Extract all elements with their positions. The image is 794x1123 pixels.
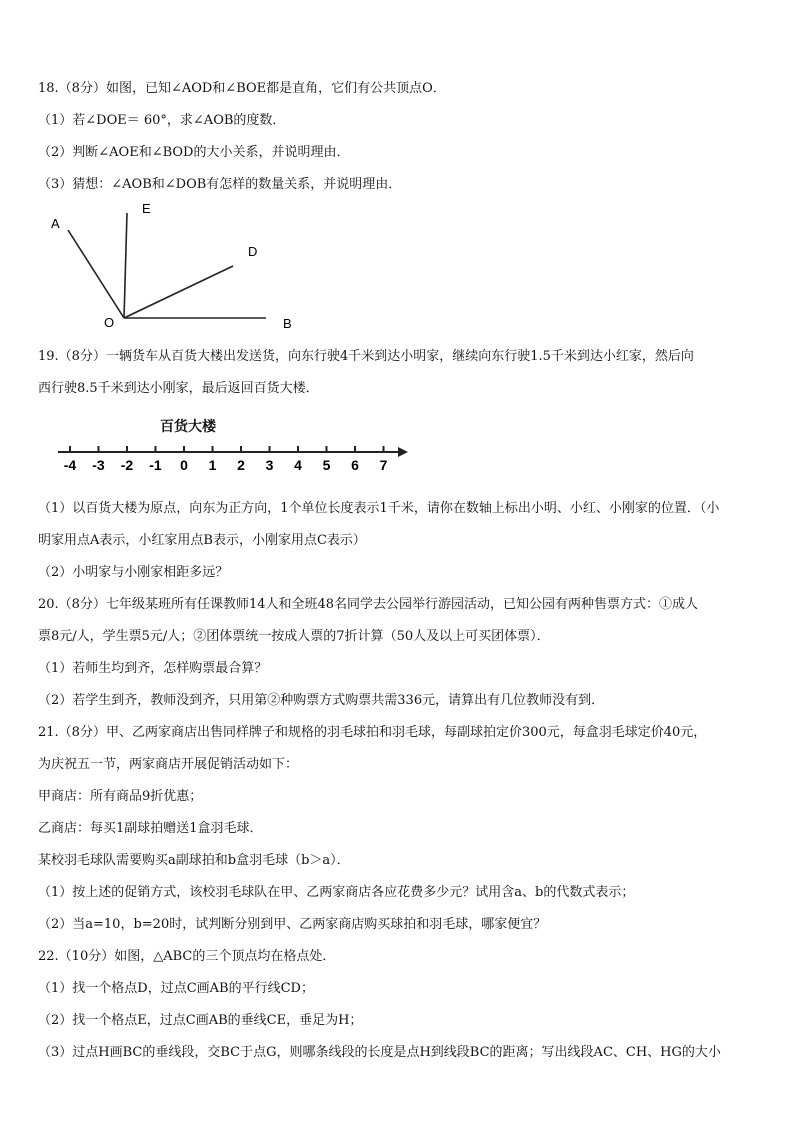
q22-part2: （2）找一个格点E，过点C画AB的垂线CE，垂足为H； [38,1013,363,1028]
number-line-tick-label: -2 [120,457,134,473]
number-line-origin-label: 百货大楼 [160,419,216,435]
q21-part1: （1）按上述的促销方式，该校羽毛球队在甲、乙两家商店各应花费多少元？试用含a、b的代数式表示； [38,885,635,900]
q19-part2: （2）小明家与小刚家相距多远？ [38,565,229,580]
q21-need: 某校羽毛球队需要购买a副球拍和b盒羽毛球（b＞a）． [38,853,350,868]
label-d: D [248,244,258,259]
number-line-tick-label: -3 [92,457,105,473]
number-line-figure [38,412,760,486]
ray-oe [124,213,127,318]
number-line-tick-label: -4 [63,457,77,473]
q19-part1-line2: 明家用点A表示，小红家用点B表示，小刚家用点C表示） [38,533,366,548]
angle-figure [38,204,760,334]
number-line-tick-label: 4 [294,457,302,473]
label-o: O [104,315,115,330]
number-line-ticks [64,446,388,473]
q20-part2: （2）若学生到齐，教师没到齐，只用第②种购票方式购票共需336元，请算出有几位教师没有到． [38,693,605,708]
q18-part3: （3）猜想：∠AOB和∠DOB有怎样的数量关系，并说明理由． [38,177,402,192]
q19-title-line1: 19.（8分）一辆货车从百货大楼出发送货，向东行驶4千米到达小明家，继续向东行驶1.5千米到达小红家，然后向 [38,349,694,364]
q21-title-line2: 为庆祝五一节，两家商店开展促销活动如下： [38,757,299,772]
q22-title: 22.（10分）如图，△ABC的三个顶点均在格点处． [38,949,336,964]
q22-part3: （3）过点H画BC的垂线段，交BC于点G，则哪条线段的长度是点H到线段BC的距离；写出线段AC、CH、HG的大小 [38,1045,721,1060]
number-line-tick-label: 7 [379,457,388,473]
q19-part1-line1: （1）以百货大楼为原点，向东为正方向，1个单位长度表示1千米，请你在数轴上标出小明、小红、小刚家的位置．（小 [38,501,720,516]
q21-part2: （2）当a=10，b=20时，试判断分别到甲、乙两家商店购买球拍和羽毛球，哪家便宜？ [38,917,547,932]
q18-title: 18.（8分）如图，已知∠AOD和∠BOE都是直角，它们有公共顶点O． [38,81,446,96]
q18-part1: （1）若∠DOE＝ 60°，求∠AOB的度数． [38,113,286,128]
number-line-tick-label: 6 [351,457,359,473]
number-line [38,412,418,486]
number-line-tick-label: 5 [322,457,331,473]
q20-title-line1: 20.（8分）七年级某班所有任课教师14人和全班48名同学去公园举行游园活动，已知公园有两种售票方式：①成人 [38,597,699,612]
q20-part1: （1）若师生均到齐，怎样购票最合算？ [38,661,268,676]
exam-page [38,80,760,1062]
label-e: E [142,204,151,216]
q21-shop-b: 乙商店：每买1副球拍赠送1盒羽毛球． [38,821,263,836]
number-line-tick-label: 1 [208,457,217,473]
number-line-tick-label: 2 [237,457,245,473]
q20-title-line2: 票8元/人，学生票5元/人；②团体票统一按成人票的7折计算（50人及以上可买团体票）． [38,629,550,644]
q22-part1: （1）找一个格点D，过点C画AB的平行线CD； [38,981,314,996]
q21-title-line1: 21.（8分）甲、乙两家商店出售同样牌子和规格的羽毛球拍和羽毛球，每副球拍定价300元，每盒羽毛球定价40元， [38,725,707,740]
label-a: A [51,216,60,231]
ray-od [124,266,233,318]
angle-diagram [38,204,338,334]
number-line-tick-label: -1 [149,457,162,473]
label-b: B [283,316,292,331]
number-line-tick-label: 3 [265,457,274,473]
number-line-tick-label: 0 [180,457,188,473]
q21-shop-a: 甲商店：所有商品9折优惠； [38,789,203,804]
ray-oa [68,230,124,318]
q19-title-line2: 西行驶8.5千米到达小刚家，最后返回百货大楼． [38,381,319,396]
number-line-arrow [398,447,408,457]
q18-part2: （2）判断∠AOE和∠BOD的大小关系，并说明理由． [38,145,350,160]
